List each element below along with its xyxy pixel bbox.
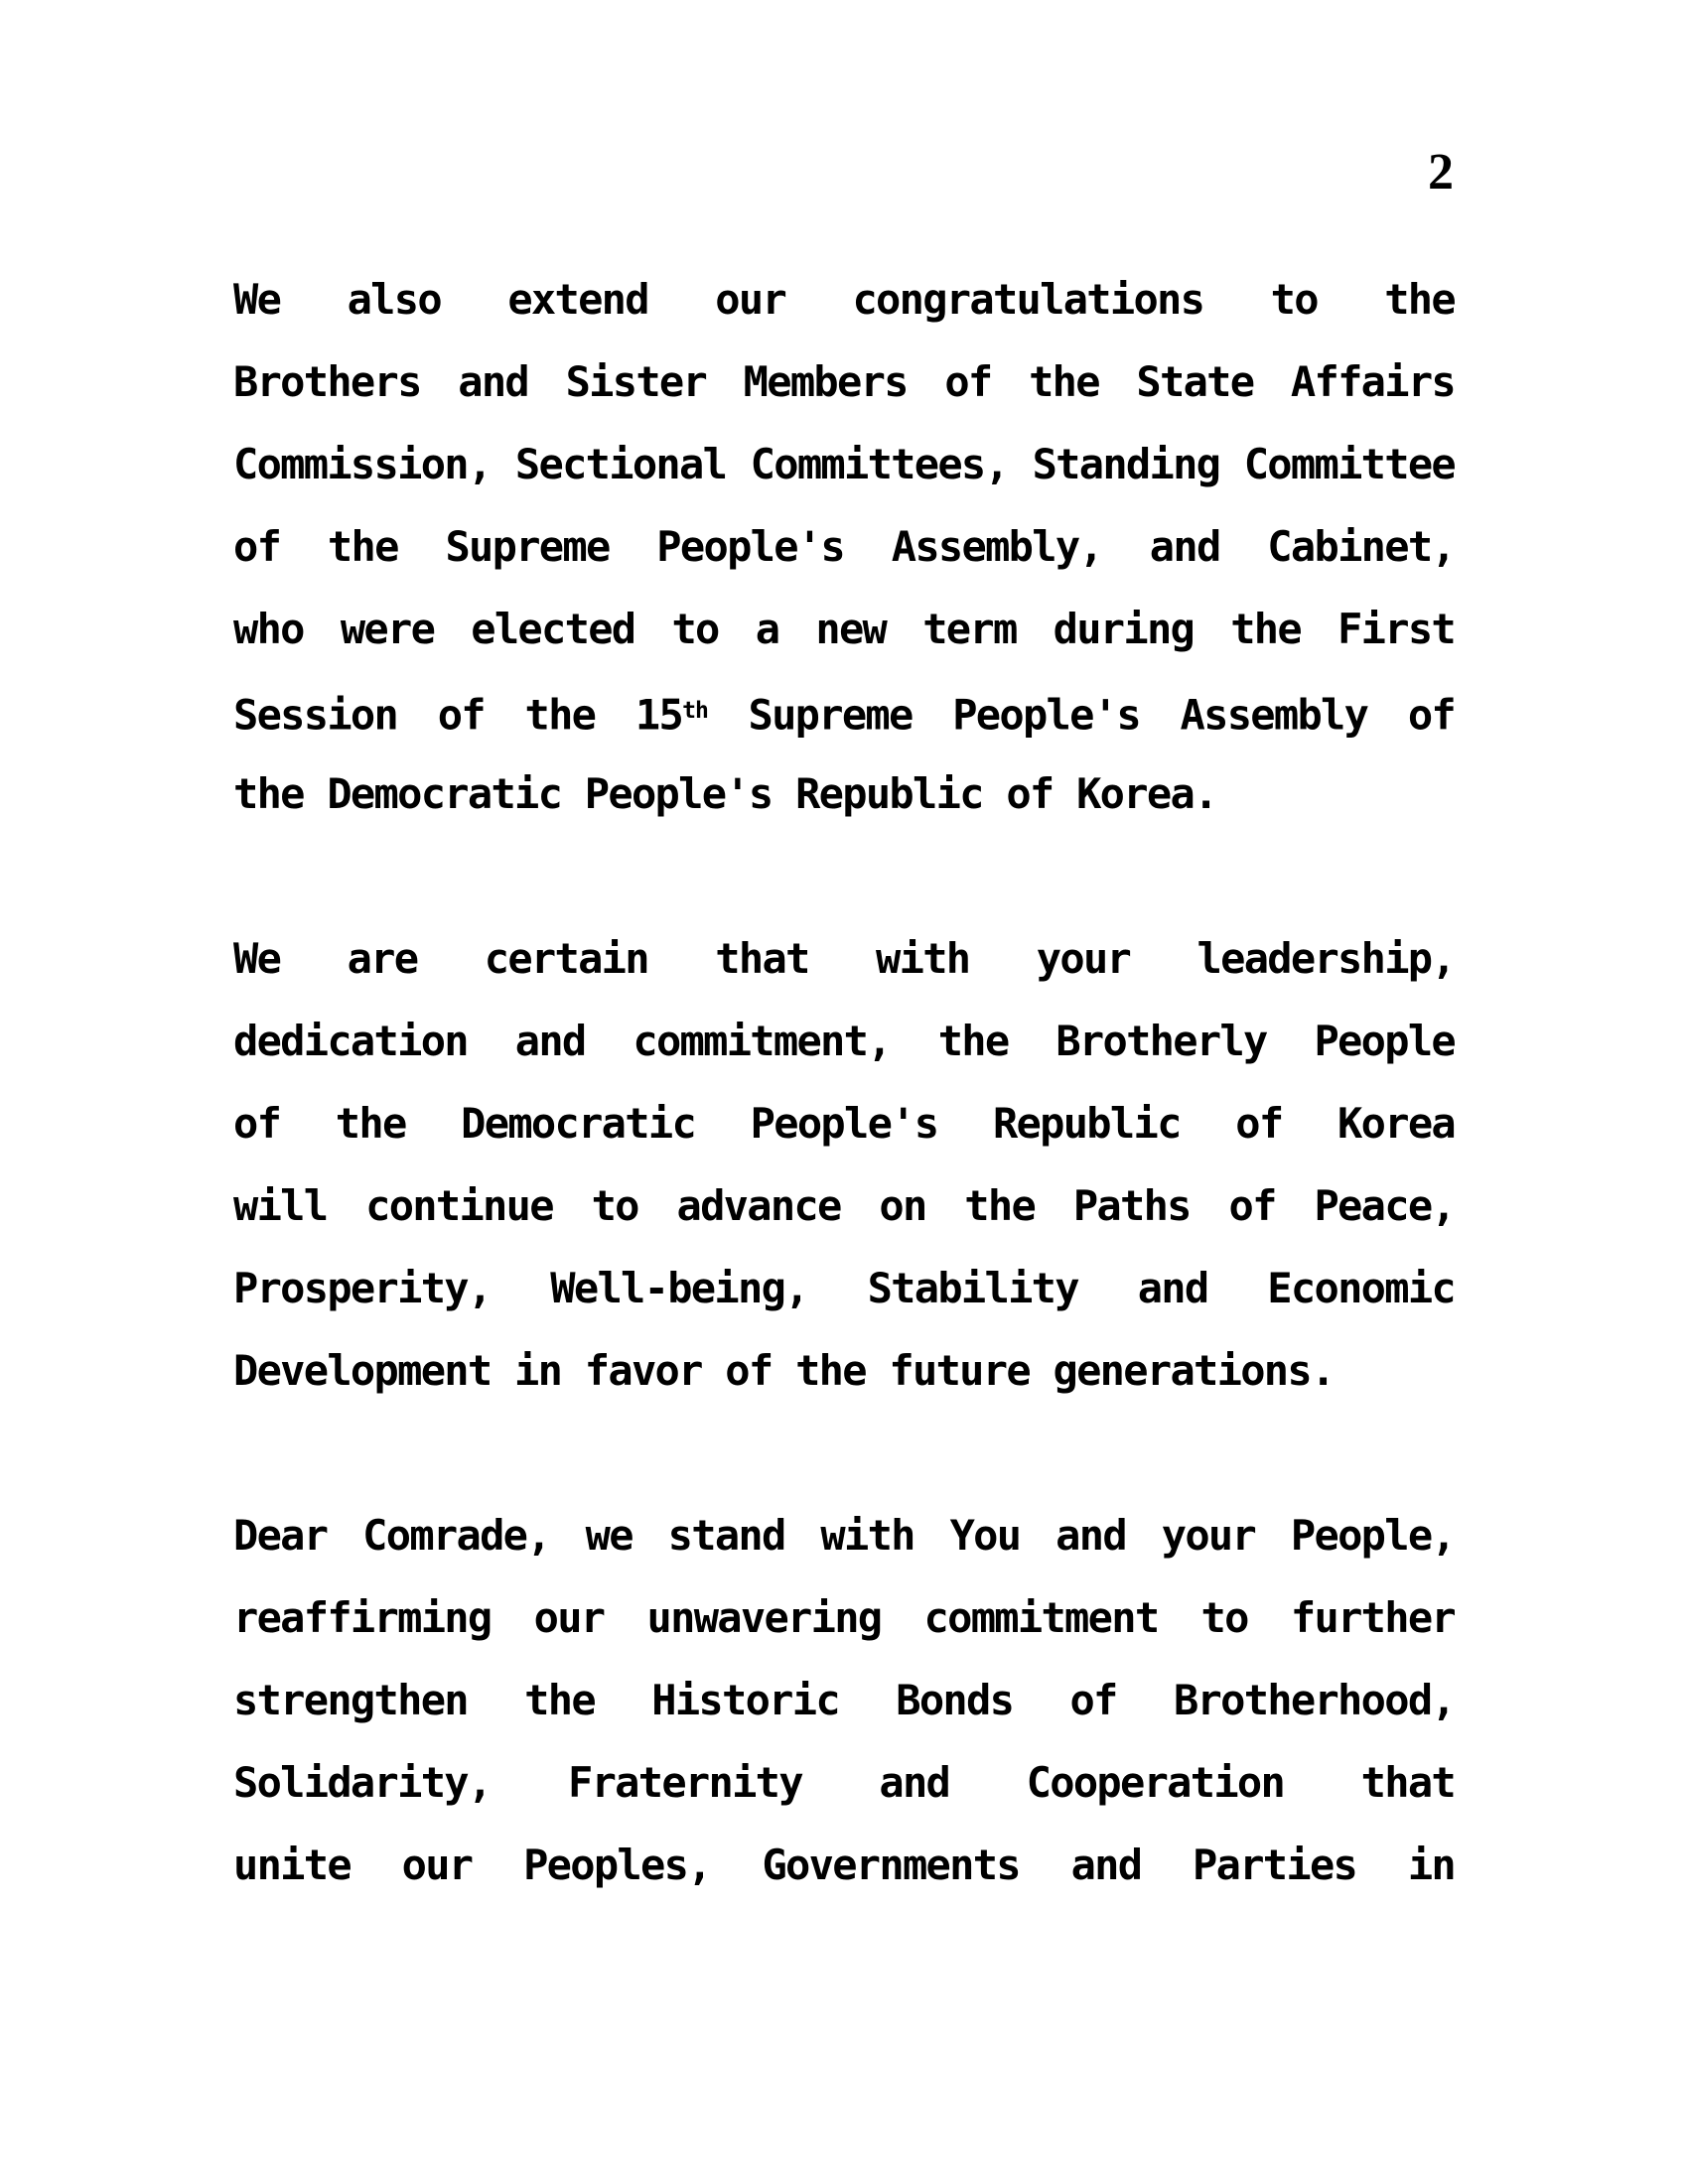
text-line: reaffirming our unwavering commitment to further (233, 1593, 1455, 1642)
text-line: unite our Peoples, Governments and Parties in (233, 1841, 1455, 1889)
text-line: strengthen the Historic Bonds of Brotherhood, (233, 1676, 1455, 1724)
superscript: th (682, 698, 708, 724)
text-line: of the Supreme People's Assembly, and Cabinet, (233, 522, 1455, 571)
text-line: of the Democratic People's Republic of Korea (233, 1099, 1455, 1148)
text-line: Solidarity, Fraternity and Cooperation that (233, 1758, 1455, 1807)
paragraph (233, 917, 1455, 1412)
text-line: Dear Comrade, we stand with You and your People, (233, 1511, 1455, 1560)
text-line: who were elected to a new term during the First (233, 605, 1455, 653)
document-body (233, 258, 1455, 1988)
text-line: will continue to advance on the Paths of Peace, (233, 1181, 1455, 1230)
page-number: 2 (1428, 144, 1454, 201)
paragraph (233, 258, 1455, 835)
text-line: the Democratic People's Republic of Korea. (233, 769, 1217, 818)
text-line: We are certain that with your leadership, (233, 934, 1455, 983)
text-line: Commission, Sectional Committees, Standing Committee (233, 440, 1455, 488)
text-line: Development in favor of the future generations. (233, 1346, 1335, 1395)
text-line: We also extend our congratulations to the (233, 275, 1455, 324)
paragraph (233, 1494, 1455, 1906)
text-line: Brothers and Sister Members of the State Affairs (233, 357, 1455, 406)
text-line: Prosperity, Well-being, Stability and Economic (233, 1264, 1455, 1312)
text-line: dedication and commitment, the Brotherly People (233, 1017, 1455, 1065)
text-line: Session of the 15th Supreme People's Assembly of (233, 690, 1455, 740)
